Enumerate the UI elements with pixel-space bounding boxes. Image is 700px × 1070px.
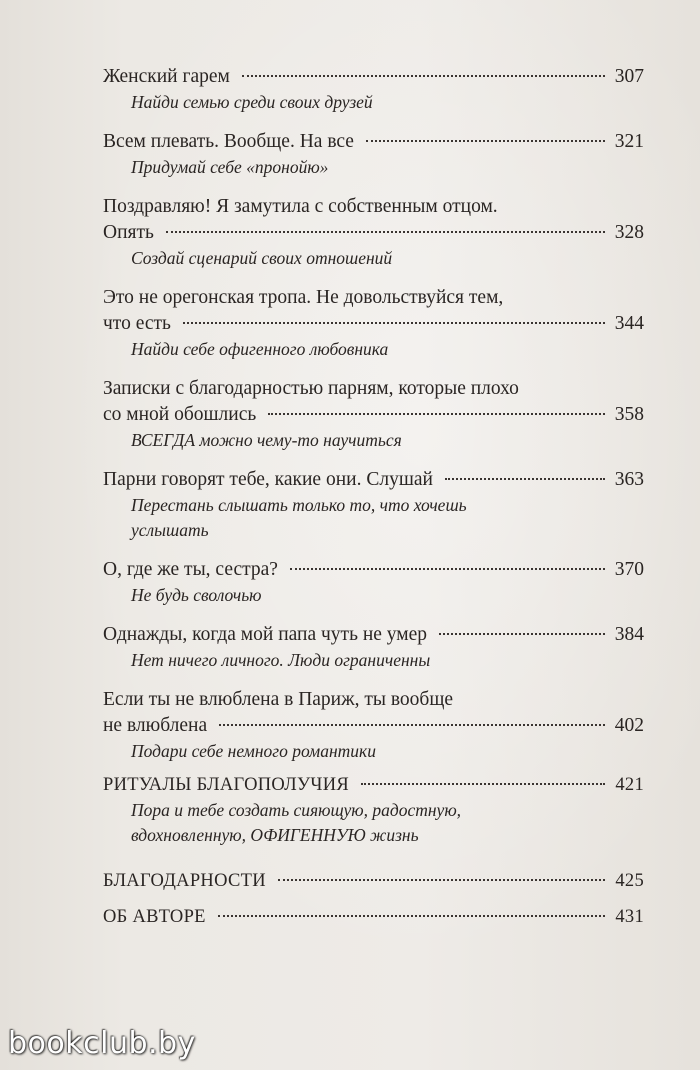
toc-title: Однажды, когда мой папа чуть не умер — [103, 624, 428, 645]
toc-title: О, где же ты, сестра? — [103, 559, 278, 580]
toc-subtitle-continued: услышать — [131, 520, 209, 540]
toc-page-number: 344 — [614, 313, 644, 334]
toc-page-number: 307 — [614, 66, 644, 87]
toc-page-number: 363 — [614, 469, 644, 490]
toc-entry-thank-you-notes — [103, 376, 644, 453]
toc-title-first-line: Если ты не влюблена в Париж, ты вообще — [103, 689, 454, 710]
toc-entry-congratulations — [103, 194, 644, 271]
toc-title: Парни говорят тебе, какие они. Слушай — [103, 469, 433, 490]
toc-title-line — [103, 622, 644, 648]
toc-subtitle: Создай сценарий своих отношений — [131, 248, 393, 268]
toc-entry-oregon-trail — [103, 285, 644, 362]
toc-entry-rituals — [103, 772, 644, 848]
toc-title: не влюблена — [103, 715, 208, 736]
toc-title: Женский гарем — [103, 66, 230, 87]
toc-entry-womens-harem — [103, 64, 644, 115]
dot-leader — [218, 915, 606, 917]
toc-title: что есть — [103, 313, 171, 334]
toc-page-number: 425 — [615, 871, 644, 891]
dot-leader — [290, 568, 605, 570]
dot-leader — [366, 140, 605, 142]
toc-title-line — [103, 129, 644, 155]
toc-title: Всем плевать. Вообще. На все — [103, 131, 354, 152]
toc-page-number: 384 — [614, 624, 644, 645]
dot-leader — [439, 633, 605, 635]
toc-page-number: 370 — [614, 559, 644, 580]
toc-title-line — [103, 557, 644, 583]
toc-subtitle: Не будь сволочью — [131, 585, 262, 605]
toc-entry-paris — [103, 687, 644, 764]
toc-title-line — [103, 868, 644, 894]
toc-entry-dad — [103, 622, 644, 673]
toc-page-number: 321 — [614, 131, 644, 152]
dot-leader — [278, 879, 605, 881]
toc-page-number: 358 — [614, 404, 644, 425]
toc-subtitle: Найди семью среди своих друзей — [131, 92, 373, 112]
toc-title: Опять — [103, 222, 154, 243]
toc-title-line — [103, 311, 644, 337]
toc-subtitle: ВСЕГДА можно чему-то научиться — [131, 430, 402, 450]
toc-subtitle-continued: вдохновленную, ОФИГЕННУЮ жизнь — [131, 825, 419, 845]
toc-subtitle: Пора и тебе создать сияющую, радостную, — [131, 800, 462, 820]
dot-leader — [183, 322, 605, 324]
toc-title-line — [103, 402, 644, 428]
toc-title: со мной обошлись — [103, 404, 257, 425]
dot-leader — [268, 413, 604, 415]
toc-title: РИТУАЛЫ БЛАГОПОЛУЧИЯ — [103, 775, 350, 795]
toc-title-line — [103, 713, 644, 739]
toc-title-first-line: Записки с благодарностью парням, которые плохо — [103, 378, 519, 399]
site-watermark: bookclub.by — [8, 1026, 196, 1061]
toc-title-line — [103, 64, 644, 90]
toc-subtitle: Найди себе офигенного любовника — [131, 339, 389, 359]
toc-subtitle: Нет ничего личного. Люди ограниченны — [131, 650, 431, 670]
toc-page-number: 402 — [614, 715, 644, 736]
toc-title-line — [103, 772, 644, 798]
toc-title-line — [103, 467, 644, 493]
toc-subtitle: Перестань слышать только то, что хочешь — [131, 495, 467, 515]
toc-entry-nobody-cares — [103, 129, 644, 180]
toc-entry-sister — [103, 557, 644, 608]
toc-title-line — [103, 220, 644, 246]
toc-title: БЛАГОДАРНОСТИ — [103, 871, 266, 891]
toc-title-first-line: Это не орегонская тропа. Не довольствуйся тем, — [103, 287, 504, 308]
dot-leader — [166, 231, 605, 233]
toc-title: ОБ АВТОРЕ — [103, 907, 206, 927]
toc-page-number: 421 — [615, 775, 644, 795]
toc-entry-about-author — [103, 904, 644, 930]
dot-leader — [242, 75, 605, 77]
table-of-contents — [103, 64, 644, 930]
toc-entry-acknowledgements — [103, 868, 644, 894]
dot-leader — [219, 724, 605, 726]
dot-leader — [445, 478, 605, 480]
dot-leader — [361, 783, 605, 785]
toc-subtitle: Придумай себе «пронойю» — [131, 157, 329, 177]
toc-page-number: 328 — [614, 222, 644, 243]
toc-title-line — [103, 904, 644, 930]
toc-page-number: 431 — [615, 907, 644, 927]
toc-entry-guys-tell-you — [103, 467, 644, 543]
toc-title-first-line: Поздравляю! Я замутила с собственным отцом. — [103, 196, 498, 217]
toc-subtitle: Подари себе немного романтики — [131, 741, 376, 761]
